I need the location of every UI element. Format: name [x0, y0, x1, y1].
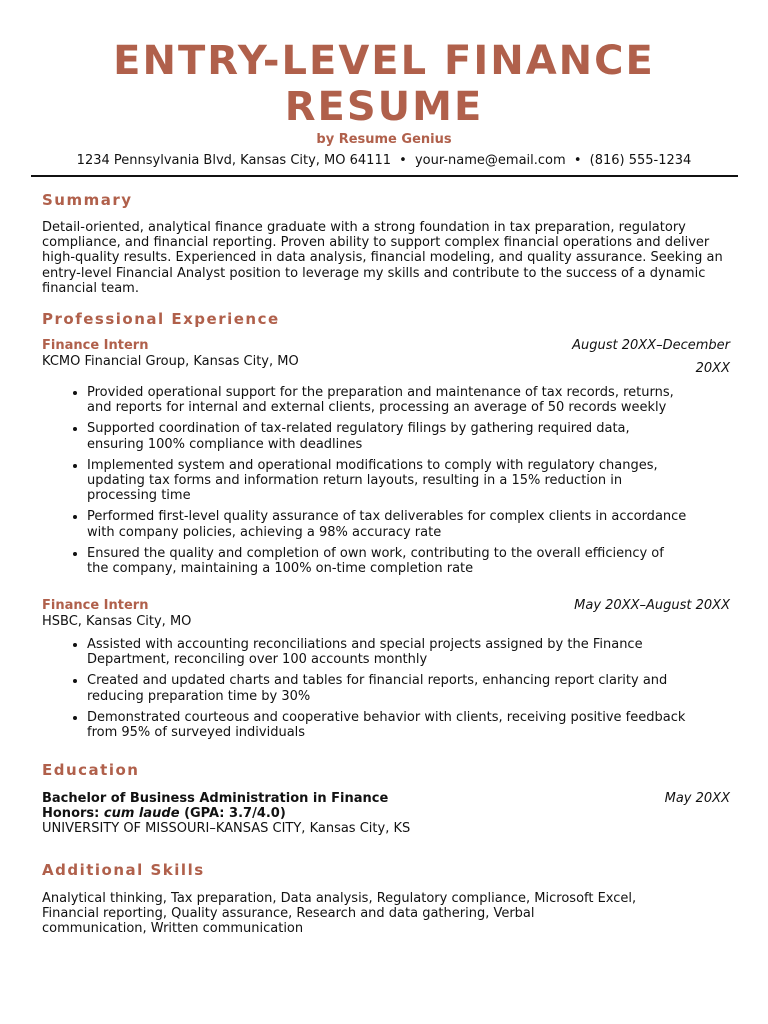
- job-bullet: • Demonstrated courteous and cooperative behavior with clients, receiving positive feedback from 95% of surveyed individuals: [87, 710, 687, 740]
- job-bullet-list: [62, 385, 687, 582]
- school: UNIVERSITY OF MISSOURI–KANSAS CITY, Kansas City, KS: [42, 821, 411, 836]
- summary-heading: Summary: [42, 191, 133, 209]
- job-bullet-list: [62, 637, 687, 746]
- honors-value: cum laude: [103, 806, 180, 821]
- resume-title: [0, 38, 768, 130]
- summary-text: Detail-oriented, analytical finance graduate with a strong foundation in tax preparation, regulatory compliance, and financial reporting. Proven ability to support complex financial operations and deliver high-quality results. Experienced in data analysis, financial modeling, and quality assurance. Seeking an entry-level Financial Analyst position to leverage my skills and contribute to the success of a dynamic financial team.: [42, 220, 723, 296]
- experience-heading: Professional Experience: [42, 310, 280, 328]
- degree: Bachelor of Business Administration in Finance: [42, 791, 389, 806]
- address: 1234 Pennsylvania Blvd, Kansas City, MO 64111: [76, 153, 391, 168]
- job-dates: August 20XX–December 20XX: [572, 338, 730, 376]
- resume-title-line1: ENTRY-LEVEL FINANCE: [113, 38, 655, 84]
- honors-line: [42, 806, 286, 821]
- job-title: Finance Intern: [42, 338, 149, 353]
- gpa: (GPA: 3.7/4.0): [184, 806, 286, 821]
- education-date: May 20XX: [664, 791, 730, 806]
- contact-line: [0, 153, 768, 168]
- honors-label: Honors:: [42, 806, 100, 821]
- job-bullet: • Performed first-level quality assurance of tax deliverables for complex clients in accordance with company policies, achieving a 98% accuracy rate: [87, 509, 687, 539]
- job-company: HSBC, Kansas City, MO: [42, 614, 192, 629]
- job-bullet: • Provided operational support for the preparation and maintenance of tax records, returns, and reports for internal and external clients, processing an average of 50 records weekly: [87, 385, 687, 415]
- phone-number: (816) 555-1234: [589, 153, 692, 168]
- job-bullet: • Assisted with accounting reconciliations and special projects assigned by the Finance Department, reconciling over 100 accounts monthly: [87, 637, 687, 667]
- separator: •: [573, 153, 582, 168]
- separator: •: [399, 153, 407, 168]
- education-heading: Education: [42, 761, 140, 779]
- byline: by Resume Genius: [316, 132, 452, 147]
- header-divider: [31, 175, 738, 177]
- email-link[interactable]: your-name@email.com: [414, 153, 566, 168]
- job-bullet: • Created and updated charts and tables for financial reports, enhancing report clarity and reducing preparation time by 30%: [87, 673, 687, 703]
- job-title: Finance Intern: [42, 598, 149, 613]
- skills-text: Analytical thinking, Tax preparation, Data analysis, Regulatory compliance, Microsoft Excel, Financial reporting, Quality assurance, Research and data gathering, Verbal communication, Written communication: [42, 891, 637, 937]
- job-bullet: • Ensured the quality and completion of own work, contributing to the overall efficiency of the company, maintaining a 100% on-time completion rate: [87, 546, 687, 576]
- skills-heading: Additional Skills: [42, 861, 205, 879]
- job-bullet: • Implemented system and operational modifications to comply with regulatory changes, updating tax forms and information return layouts, resulting in a 15% reduction in processing time: [87, 458, 687, 504]
- job-bullet: • Supported coordination of tax-related regulatory filings by gathering required data, ensuring 100% compliance with deadlines: [87, 421, 687, 451]
- resume-title-line2: RESUME: [284, 84, 484, 130]
- job-company: KCMO Financial Group, Kansas City, MO: [42, 354, 299, 369]
- job-dates: May 20XX–August 20XX: [574, 598, 730, 613]
